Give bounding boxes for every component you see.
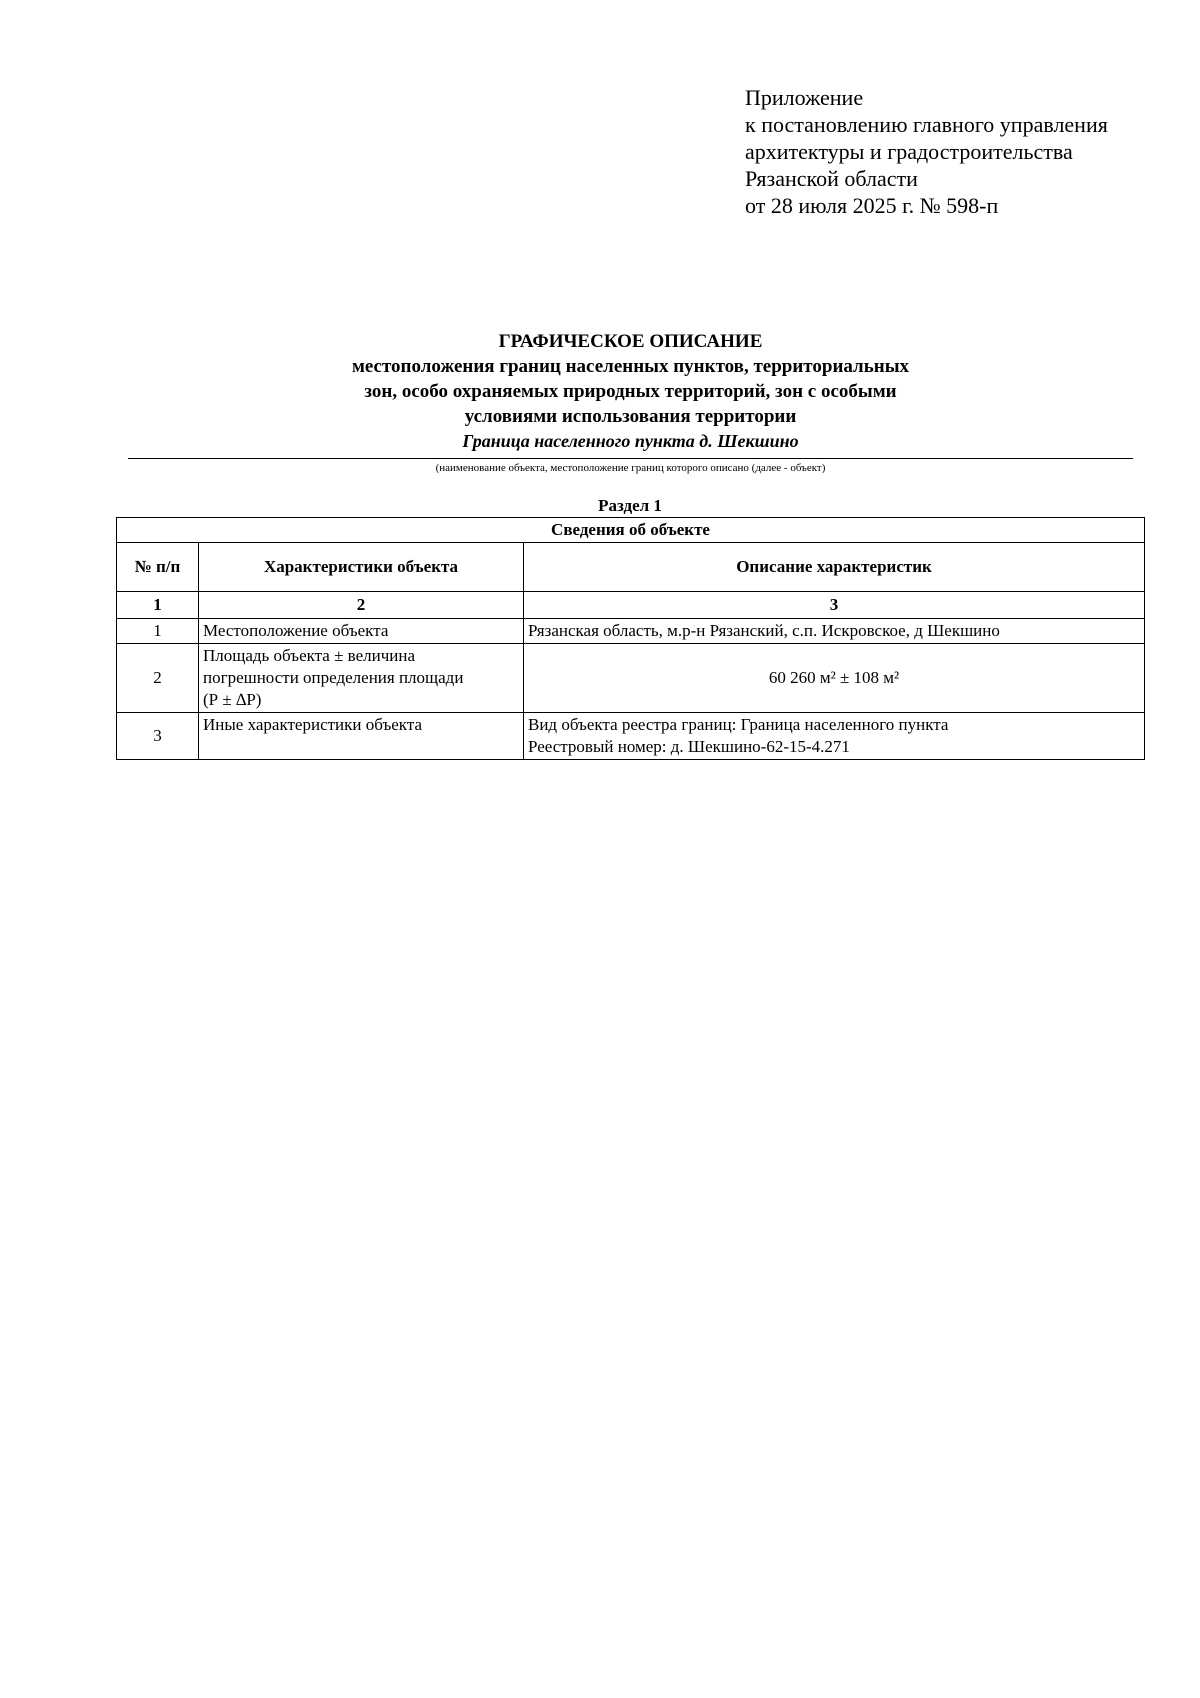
header-col-number: 1 (117, 592, 199, 619)
table-row (117, 644, 1145, 713)
row-number: 2 (117, 644, 199, 713)
row-characteristic (199, 713, 524, 760)
table-row (117, 713, 1145, 760)
row-characteristic (199, 619, 524, 644)
row-description (524, 619, 1145, 644)
object-name-caption: (наименование объекта, местоположение границ которого описано (далее - объект) (435, 462, 826, 474)
characteristic-line: Иные характеристики объекта (203, 715, 423, 734)
characteristic-line: Местоположение объекта (203, 621, 389, 640)
object-name: Граница населенного пункта д. Шекшино (462, 431, 799, 451)
header-description: Описание характеристик (524, 543, 1145, 592)
description-line: 60 260 м² ± 108 м² (768, 668, 900, 687)
header-col-number: 2 (199, 592, 524, 619)
characteristic-line: (Р ± ∆Р) (203, 690, 262, 709)
document-title-block (128, 330, 1133, 453)
object-name-underline (128, 458, 1133, 459)
header-number: № п/п (117, 543, 199, 592)
description-line: Рязанская область, м.р-н Рязанский, с.п. Искровское, д Шекшино (528, 621, 1000, 640)
appendix-line: Приложение (745, 85, 864, 110)
object-info-table (116, 517, 1145, 760)
row-characteristic (199, 644, 524, 713)
document-subtitle-line: условиями использования территории (464, 406, 797, 427)
row-number: 1 (117, 619, 199, 644)
description-line: Реестровый номер: д. Шекшино-62-15-4.271 (528, 737, 850, 756)
appendix-header (745, 84, 1108, 219)
row-description (524, 713, 1145, 760)
header-col-number: 3 (524, 592, 1145, 619)
characteristic-line: погрешности определения площади (203, 668, 464, 687)
header-characteristic: Характеристики объекта (199, 543, 524, 592)
document-subtitle-line: зон, особо охраняемых природных территорий, зон с особыми (364, 381, 897, 402)
document-subtitle-line: местоположения границ населенных пунктов, территориальных (351, 356, 910, 377)
table-row (117, 619, 1145, 644)
appendix-date-number: от 28 июля 2025 г. № 598-п (745, 193, 999, 218)
row-number: 3 (117, 713, 199, 760)
document-title: ГРАФИЧЕСКОЕ ОПИСАНИЕ (498, 331, 763, 352)
appendix-line: архитектуры и градостроительства (745, 139, 1073, 164)
table-title: Сведения об объекте (117, 518, 1145, 543)
characteristic-line: Площадь объекта ± величина (203, 646, 416, 665)
description-line: Вид объекта реестра границ: Граница населенного пункта (528, 715, 949, 734)
appendix-line: Рязанской области (745, 166, 918, 191)
appendix-line: к постановлению главного управления (745, 112, 1108, 137)
row-description (524, 644, 1145, 713)
section-title: Раздел 1 (598, 496, 662, 515)
